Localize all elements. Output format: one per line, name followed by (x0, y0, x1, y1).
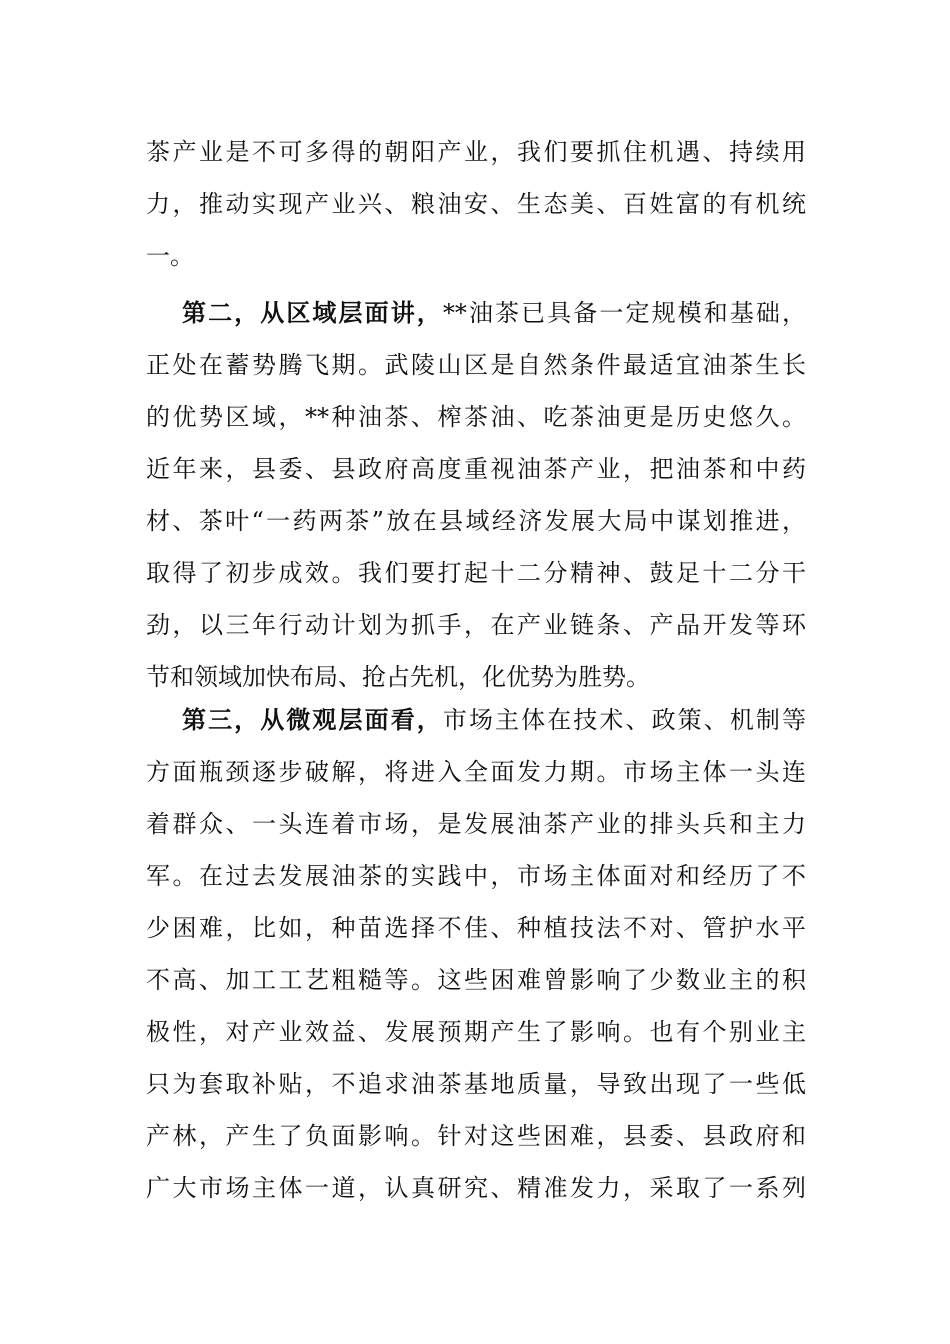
paragraph-line: 的优势区域，**种油茶、榨茶油、吃茶油更是历史悠久。 (146, 403, 806, 431)
paragraph-heading: 第二，从区域层面讲， (182, 298, 443, 327)
paragraph-line: 节和领域加快布局、抢占先机，化优势为胜势。 (146, 663, 650, 691)
paragraph-1 (146, 126, 806, 282)
paragraph-line: 不高、加工工艺粗糙等。这些困难曾影响了少数业主的积 (146, 966, 806, 994)
paragraph-line: 近年来，县委、县政府高度重视油茶产业，把油茶和中药 (146, 455, 806, 483)
paragraph-line: 力，推动实现产业兴、粮油安、生态美、百姓富的有机统 (146, 190, 806, 218)
paragraph-line: 方面瓶颈逐步破解，将进入全面发力期。市场主体一头连 (146, 758, 806, 786)
paragraph-line: 少困难，比如，种苗选择不佳、种植技法不对、管护水平 (146, 914, 806, 942)
paragraph-line: 正处在蓄势腾飞期。武陵山区是自然条件最适宜油茶生长 (146, 351, 806, 379)
paragraph-line: 着群众、一头连着市场，是发展油茶产业的排头兵和主力 (146, 810, 806, 838)
paragraph-line: 军。在过去发展油茶的实践中，市场主体面对和经历了不 (146, 862, 806, 890)
paragraph-first-line (146, 694, 806, 746)
paragraph-line: 广大市场主体一道，认真研究、精准发力，采取了一系列 (146, 1174, 806, 1202)
paragraph-3 (146, 694, 806, 1214)
paragraph-line-text: **油茶已具备一定规模和基础， (442, 299, 807, 327)
paragraph-line: 只为套取补贴，不追求油茶基地质量，导致出现了一些低 (146, 1070, 806, 1098)
paragraph-line: 劲，以三年行动计划为抓手，在产业链条、产品开发等环 (146, 611, 806, 639)
paragraph-line: 茶产业是不可多得的朝阳产业，我们要抓住机遇、持续用 (146, 138, 806, 166)
paragraph-line-text: 市场主体在技术、政策、机制等 (442, 706, 807, 734)
paragraph-line: 一。 (146, 242, 194, 270)
paragraph-line: 取得了初步成效。我们要打起十二分精神、鼓足十二分干 (146, 559, 806, 587)
paragraph-first-line (146, 287, 806, 339)
paragraph-line: 极性，对产业效益、发展预期产生了影响。也有个别业主 (146, 1018, 806, 1046)
paragraph-line: 材、茶叶“一药两茶”放在县域经济发展大局中谋划推进， (146, 507, 806, 535)
paragraph-line: 产林，产生了负面影响。针对这些困难，县委、县政府和 (146, 1122, 806, 1150)
paragraph-2 (146, 287, 806, 703)
paragraph-heading: 第三，从微观层面看， (182, 705, 443, 734)
